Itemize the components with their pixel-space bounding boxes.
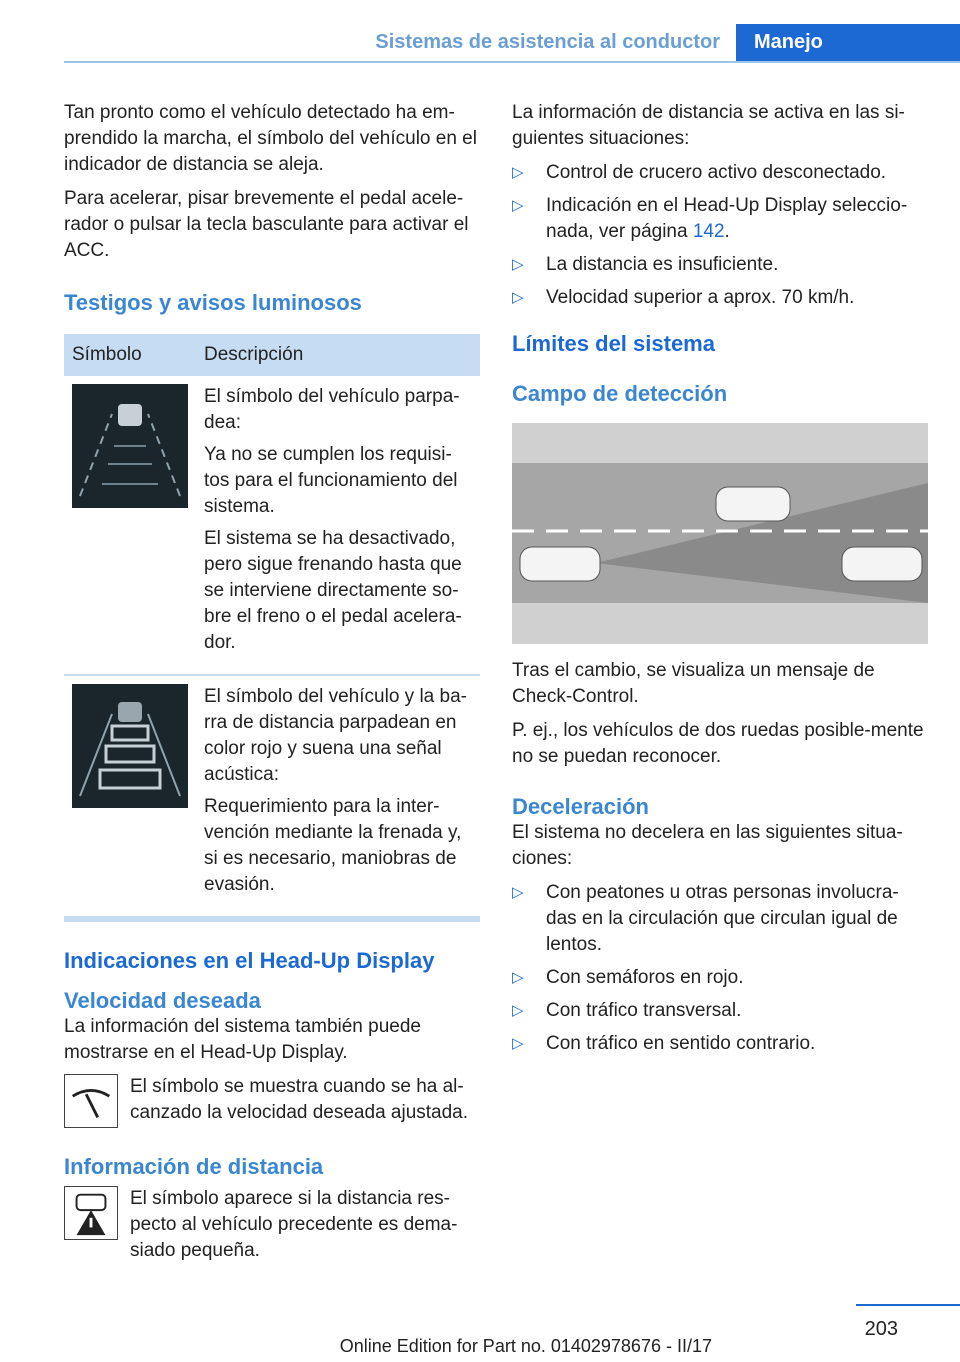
header-rule — [64, 61, 960, 63]
after-photo-text: P. ej., los vehículos de dos ruedas posible‐mente no se puedan reconocer. — [512, 720, 924, 767]
indicator-table — [64, 334, 480, 918]
right-column — [512, 100, 928, 1064]
hud-heading: Indicaciones en el Head-Up Display — [64, 948, 435, 973]
speed-icon-row — [64, 1074, 480, 1134]
distance-bar-blinking-icon — [72, 684, 188, 808]
triangle-bullet-icon: ▷ — [512, 1002, 524, 1019]
field-heading: Campo de detección — [512, 381, 728, 406]
deceleration-list — [512, 880, 928, 1057]
left-column — [64, 100, 480, 1272]
desc-line: El símbolo del vehículo parpa‐dea: — [204, 386, 460, 433]
table-row — [64, 675, 480, 917]
list-item: ▷ Con tráfico transversal. — [512, 998, 928, 1024]
footer-rule — [856, 1304, 960, 1306]
page-reference-link[interactable]: 142 — [692, 221, 725, 242]
warnings-heading: Testigos y avisos luminosos — [64, 290, 362, 315]
list-item: ▷ Control de crucero activo desconectado. — [512, 160, 928, 186]
col-description: Descripción — [196, 334, 480, 376]
distance-icon-text: El símbolo aparece si la distancia res‐pecto al vehículo precedente es dema‐siado pequeña. — [130, 1188, 458, 1261]
speed-heading: Velocidad deseada — [64, 988, 261, 1013]
list-item: ▷ Con tráfico en sentido contrario. — [512, 1031, 928, 1057]
footer-edition: Online Edition for Part no. 01402978676 - II/17 — [339, 1336, 712, 1356]
list-item: ▷ Con semáforos en rojo. — [512, 965, 928, 991]
intro-paragraph: Para acelerar, pisar brevemente el pedal acele‐rador o pulsar la tecla basculante para activar el ACC. — [64, 188, 469, 261]
speed-icon-text: El símbolo se muestra cuando se ha al‐canzado la velocidad deseada ajustada. — [130, 1076, 469, 1123]
situations-list — [512, 160, 928, 311]
speedometer-icon — [64, 1074, 118, 1128]
intro-paragraph: Tan pronto como el vehículo detectado ha em‐prendido la marcha, el símbolo del vehículo en el indicador de distancia se aleja. — [64, 102, 477, 175]
distance-icon-row — [64, 1186, 480, 1272]
col-symbol: Símbolo — [64, 334, 196, 376]
deceleration-text: El sistema no decelera en las siguientes situa‐ciones: — [512, 822, 903, 869]
header-section: Sistemas de asistencia al conductor — [375, 31, 720, 53]
after-photo-text: Tras el cambio, se visualiza un mensaje de Check-Control. — [512, 660, 875, 707]
desc-line: El sistema se ha desactivado, pero sigue frenando hasta que se interviene directamente so‐bre el freno o el pedal acelera‐dor. — [204, 528, 462, 653]
triangle-bullet-icon: ▷ — [512, 1035, 524, 1052]
page-number: 203 — [864, 1318, 898, 1340]
vehicle-blinking-icon — [72, 384, 188, 508]
distance-warning-icon — [64, 1186, 118, 1240]
list-item: ▷ La distancia es insuficiente. — [512, 252, 928, 278]
triangle-bullet-icon: ▷ — [512, 289, 524, 306]
desc-line: El símbolo del vehículo y la ba‐rra de distancia parpadean en color rojo y suena una señal acústica: — [204, 686, 467, 785]
triangle-bullet-icon: ▷ — [512, 969, 524, 986]
triangle-bullet-icon: ▷ — [512, 256, 524, 273]
detection-field-illustration — [512, 423, 928, 644]
triangle-bullet-icon: ▷ — [512, 197, 524, 214]
distance-info-text: La información de distancia se activa en las si‐guientes situaciones: — [512, 102, 905, 149]
table-row — [64, 376, 480, 675]
list-item: ▷ Indicación en el Head-Up Display seleccio‐nada, ver página 142. — [512, 193, 928, 245]
header-tab[interactable]: Manejo — [736, 24, 960, 61]
table-end-rule — [64, 918, 480, 922]
list-item: ▷ Con peatones u otras personas involucra‐das en la circulación que circulan igual de lentos. — [512, 880, 928, 958]
triangle-bullet-icon: ▷ — [512, 164, 524, 181]
deceleration-heading: Deceleración — [512, 794, 649, 819]
distance-heading: Información de distancia — [64, 1154, 324, 1179]
desc-line: Ya no se cumplen los requisi‐tos para el funcionamiento del sistema. — [204, 444, 458, 517]
desc-line: Requerimiento para la inter‐vención mediante la frenada y, si es necesario, maniobras de evasión. — [204, 796, 462, 895]
list-item: ▷ Velocidad superior a aprox. 70 km/h. — [512, 285, 928, 311]
triangle-bullet-icon: ▷ — [512, 884, 524, 901]
limits-heading: Límites del sistema — [512, 331, 715, 356]
speed-text: La información del sistema también puede mostrarse en el Head-Up Display. — [64, 1016, 421, 1063]
